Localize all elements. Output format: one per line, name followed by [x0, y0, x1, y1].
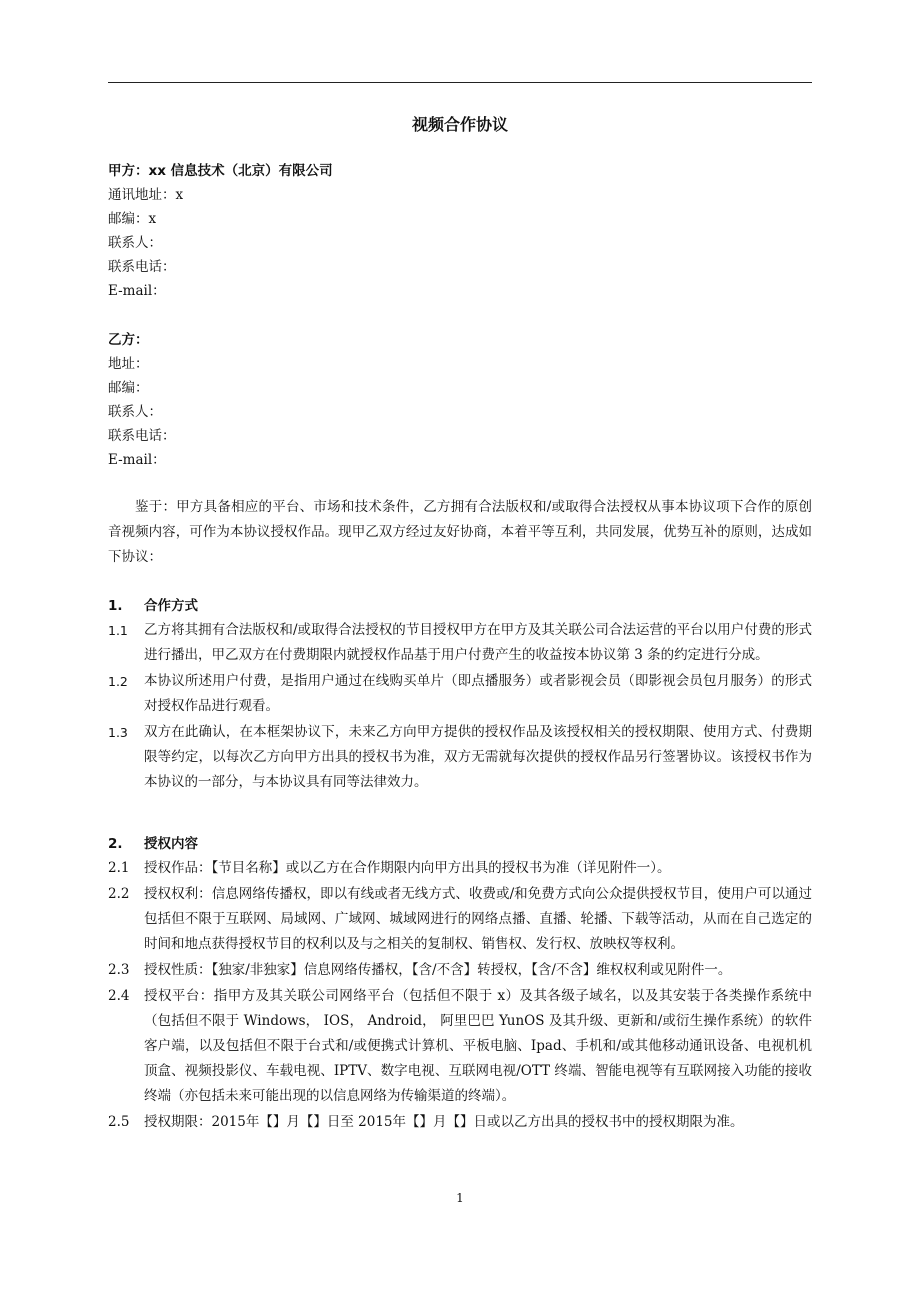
party-b-block	[108, 328, 812, 472]
section-1-heading	[108, 594, 812, 618]
section-2-title: 授权内容	[144, 836, 198, 852]
item-text: 授权性质：【独家/非独家】信息网络传播权，【含/不含】转授权，【含/不含】维权权利或见附件一。	[144, 962, 732, 978]
list-item	[108, 720, 812, 795]
document-title: 视频合作协议	[411, 115, 508, 134]
list-item	[108, 856, 812, 881]
list-item	[108, 958, 812, 983]
item-text: 乙方将其拥有合法版权和/或取得合法授权的节目授权甲方在甲方及其关联公司合法运营的平台以用户付费的形式进行播出，甲乙双方在付费期限内就授权作品基于用户付费产生的收益按本协议第 3 条的约定进行分成。	[144, 622, 812, 663]
item-number: 2.1	[108, 860, 130, 876]
item-number: 2.2	[108, 886, 130, 902]
list-item	[108, 669, 812, 719]
section-2-heading	[108, 832, 812, 856]
party-b-address: 地址：	[108, 356, 149, 372]
page-number: 1	[456, 1191, 464, 1205]
list-item	[108, 984, 812, 1109]
section-2-number: 2.	[108, 836, 123, 852]
item-text: 双方在此确认，在本框架协议下，未来乙方向甲方提供的授权作品及该授权相关的授权期限、使用方式、付费期限等约定，以每次乙方向甲方出具的授权书为准，双方无需就每次提供的授权作品另行签署协议。该授权书作为本协议的一部分，与本协议具有同等法律效力。	[144, 724, 812, 790]
party-b-heading: 乙方：	[108, 332, 149, 348]
preamble-text: 鉴于：甲方具备相应的平台、市场和技术条件，乙方拥有合法版权和/或取得合法授权从事本协议项下合作的原创音视频内容，可作为本协议授权作品。现甲乙双方经过友好协商，本着平等互利，共同发展，优势互补的原则，达成如下协议：	[108, 499, 812, 565]
party-a-contact: 联系人：	[108, 235, 162, 251]
party-a-phone: 联系电话：	[108, 259, 176, 275]
section-1-title: 合作方式	[144, 598, 198, 614]
item-number: 1.2	[108, 674, 128, 689]
party-a-block	[108, 159, 812, 303]
preamble-block	[108, 495, 812, 570]
item-number: 1.1	[108, 623, 128, 638]
list-item	[108, 882, 812, 957]
section-1-number: 1.	[108, 598, 123, 614]
header-rule	[108, 82, 812, 83]
party-b-contact: 联系人：	[108, 404, 162, 420]
item-text: 本协议所述用户付费，是指用户通过在线购买单片（即点播服务）或者影视会员（即影视会员包月服务）的形式对授权作品进行观看。	[144, 673, 812, 714]
party-a-address: 通讯地址：x	[108, 187, 184, 203]
party-a-heading: 甲方：xx 信息技术（北京）有限公司	[108, 163, 333, 179]
item-text: 授权平台：指甲方及其关联公司网络平台（包括但不限于 x）及其各级子域名，以及其安装于各类操作系统中（包括但不限于 Windows， IOS， Android， 阿里巴巴 YunOS 及其升级、更新和/或衍生操作系统）的软件客户端，以及包括但不限于台式和/或便携式计算机、平板电脑、Ipad、手机和/或其他移动通讯设备、电视机机顶盒、视频投影仪、车载电视、IPTV、数字电视、互联网电视/OTT 终端、智能电视等有互联网接入功能的接收终端（亦包括未来可能出现的以信息网络为传输渠道的终端）。	[144, 988, 812, 1104]
section-2	[108, 832, 812, 1136]
section-1	[108, 594, 812, 796]
list-item	[108, 1110, 812, 1135]
party-b-email: E-mail：	[108, 452, 166, 468]
item-number: 2.5	[108, 1114, 130, 1130]
item-number: 1.3	[108, 725, 128, 740]
party-b-postcode: 邮编：	[108, 380, 149, 396]
party-b-phone: 联系电话：	[108, 428, 176, 444]
item-number: 2.4	[108, 988, 130, 1004]
list-item	[108, 618, 812, 668]
item-number: 2.3	[108, 962, 130, 978]
item-text: 授权期限：2015年【】月【】日至 2015年【】月【】日或以乙方出具的授权书中的授权期限为准。	[144, 1114, 744, 1130]
party-a-postcode: 邮编：x	[108, 211, 157, 227]
item-text: 授权权利：信息网络传播权，即以有线或者无线方式、收费或/和免费方式向公众提供授权节目，使用户可以通过包括但不限于互联网、局域网、广域网、城域网进行的网络点播、直播、轮播、下载等活动，从而在自己选定的时间和地点获得授权节目的权利以及与之相关的复制权、销售权、发行权、放映权等权利。	[144, 886, 812, 952]
party-a-email: E-mail：	[108, 283, 166, 299]
item-text: 授权作品：【节目名称】或以乙方在合作期限内向甲方出具的授权书为准（详见附件一）。	[144, 860, 671, 876]
